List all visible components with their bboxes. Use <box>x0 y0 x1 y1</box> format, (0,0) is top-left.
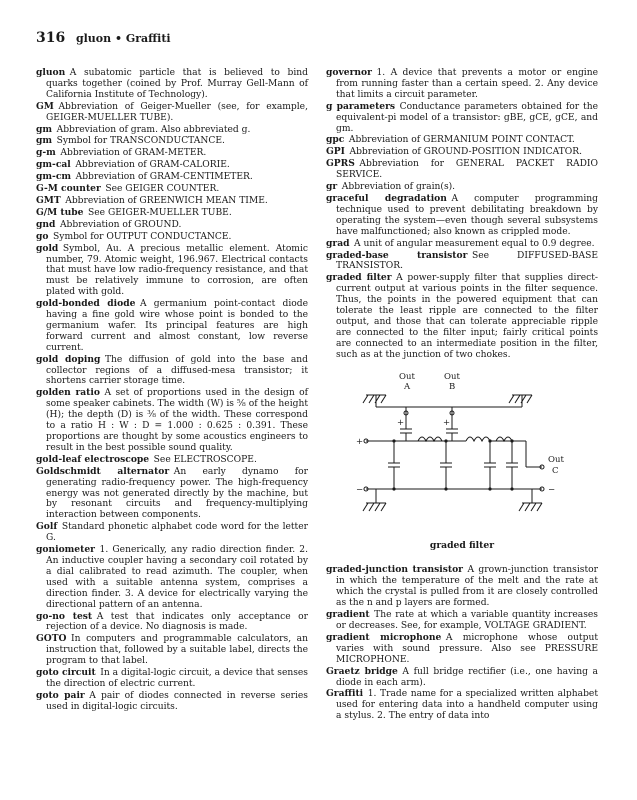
dictionary-entry <box>36 148 308 159</box>
ground-symbol-top-right <box>509 395 532 407</box>
dictionary-entry <box>326 182 598 193</box>
dictionary-entry <box>326 689 598 722</box>
entry-term: Graffiti <box>326 688 364 700</box>
entry-definition: The diffusion of gold into the base and collector regions of a diffused-mesa transistor; it shortens carrier storage time. <box>46 354 308 387</box>
entry-definition: Conductance parameters obtained for the equivalent-pi model of a transistor: gBE, gCE, gCE, and gm. <box>336 101 598 134</box>
entry-definition: Abbreviation of GRAM-CALORIE. <box>75 160 230 171</box>
entry-term: gpc <box>326 134 345 146</box>
entry-term: g parameters <box>326 100 396 112</box>
graded-filter-diagram <box>326 367 598 543</box>
entry-definition: Symbol for TRANSCONDUCTANCE. <box>56 136 225 147</box>
page-header <box>36 30 171 46</box>
entry-definition: Abbreviation of Geiger-Mueller (see, for example, GEIGER-MUELLER TUBE). <box>46 101 308 123</box>
figure-caption: graded filter <box>429 539 495 551</box>
c-label: C <box>552 465 559 476</box>
entry-term: GPRS <box>326 158 355 170</box>
entry-term: graded-base transistor <box>326 249 468 261</box>
out-b-label: Out <box>444 371 460 382</box>
dictionary-entry <box>36 172 308 183</box>
entry-definition: A pair of diodes connected in reverse series used in digital-logic circuits. <box>46 690 308 712</box>
entry-term: GOTO <box>36 633 67 645</box>
entry-term: Graetz bridge <box>326 665 398 677</box>
entry-term: g-m <box>36 147 56 159</box>
input-minus-label: − <box>356 484 364 495</box>
entry-definition: A full bridge rectifier (i.e., one having a diode in each arm). <box>336 666 598 688</box>
entry-term: gm-cm <box>36 171 72 183</box>
dictionary-entry <box>36 388 308 453</box>
dictionary-entry <box>36 691 308 713</box>
entry-definition: A unit of angular measurement equal to 0.9 degree. <box>354 238 595 249</box>
entry-definition: Symbol for OUTPUT CONDUCTANCE. <box>53 231 232 242</box>
entry-term: graceful degradation <box>326 192 447 204</box>
entry-term: goto pair <box>36 689 85 701</box>
dictionary-entry <box>326 135 598 146</box>
dictionary-entry <box>36 68 308 101</box>
entry-term: go-no test <box>36 610 93 622</box>
b-label: B <box>449 381 456 392</box>
entry-definition: A germanium point-contact diode having a fine gold wire whose point is bonded to the germanium wafer. Its principal features are high forward current and almost constant, low reverse current. <box>46 299 308 353</box>
entry-term: goniometer <box>36 544 95 556</box>
dictionary-entry <box>326 565 598 609</box>
a-label: A <box>404 381 411 392</box>
entry-definition: Abbreviation of GROUND-POSITION INDICATOR. <box>349 147 583 158</box>
dictionary-entry <box>36 668 308 690</box>
entry-definition: Abbreviation of GRAM-METER. <box>60 148 207 159</box>
dictionary-entry <box>326 68 598 101</box>
entry-definition: A power-supply filter that supplies direct-current output at various points in the filter sequence. Thus, the points in the powered equipment that can tolerate the least ripple are connected to the filter output, and those that can tolerate appreciable ripple are connected to the filter input; fairly critical points are connected to an intermediate position in the filter, such as at the junction of two chokes. <box>336 273 598 360</box>
dictionary-entry <box>36 467 308 522</box>
dictionary-entry <box>326 273 598 360</box>
entry-definition: A microphone whose output varies with sound pressure. Also see PRESSURE MICROPHONE. <box>336 632 598 665</box>
entry-definition: Abbreviation of GRAM-CENTIMETER. <box>75 172 253 183</box>
plus-b-label: + <box>443 417 451 428</box>
entry-definition: See GEIGER-MUELLER TUBE. <box>88 207 232 218</box>
entry-definition: See GEIGER COUNTER. <box>105 184 220 195</box>
entry-term: graded-junction transistor <box>326 564 463 576</box>
dictionary-entry <box>36 102 308 124</box>
circuit-schematic <box>326 367 598 543</box>
entry-definition: In a digital-logic circuit, a device that senses the direction of electric current. <box>46 668 308 689</box>
dictionary-entry <box>36 160 308 171</box>
entry-term: gradient <box>326 609 370 621</box>
ground-symbol-top-left <box>363 395 386 407</box>
guide-words: gluon • Graffiti <box>75 32 171 45</box>
entry-term: governor <box>326 67 372 78</box>
entry-term: gold <box>36 242 59 254</box>
entry-term: gm-cal <box>36 159 71 171</box>
dictionary-entry <box>326 159 598 181</box>
entry-term: grad <box>326 237 350 249</box>
entry-definition: The rate at which a variable quantity increases or decreases. See, for example, VOLTAGE GRADIENT. <box>336 610 598 631</box>
entry-term: goto circuit <box>36 667 96 679</box>
dictionary-entry <box>36 232 308 243</box>
left-column <box>36 68 308 714</box>
entry-term: Goldschmidt alternator <box>36 465 170 477</box>
entry-term: GPI <box>326 146 345 158</box>
dictionary-entry <box>326 633 598 666</box>
entry-term: golden ratio <box>36 387 100 399</box>
entry-definition: 1. A device that prevents a motor or engine from running faster than a certain speed. 2. Any device that limits a circuit parameter. <box>336 68 598 100</box>
dictionary-entry <box>326 194 598 238</box>
dictionary-entry <box>36 634 308 667</box>
dictionary-entry <box>36 299 308 354</box>
entry-definition: See ELECTROSCOPE. <box>153 454 257 465</box>
dictionary-entry <box>326 251 598 273</box>
dictionary-entry <box>36 136 308 147</box>
entry-definition: A grown-junction transistor in which the temperature of the melt and the rate at which the crystal is pulled from it are closely controlled as the n and p layers are formed. <box>336 565 598 609</box>
entry-definition: Abbreviation of GROUND. <box>59 219 182 230</box>
out-c-label: Out <box>548 454 564 465</box>
entry-term: Golf <box>36 521 58 533</box>
dictionary-entry <box>326 610 598 632</box>
entry-term: gradient microphone <box>326 631 442 643</box>
output-minus-label: − <box>548 484 556 495</box>
page-number: 316 <box>36 30 66 46</box>
entry-term: gm <box>36 123 53 135</box>
entry-term: gold-leaf electroscope <box>36 453 150 465</box>
dictionary-entry <box>36 220 308 231</box>
out-a-label: Out <box>399 371 415 382</box>
entry-definition: A subatomic particle that is believed to bind quarks together (coined by Prof. Murray Gell-Mann of California Institute of Technology). <box>46 68 308 100</box>
entry-definition: Symbol, Au. A precious metallic element. Atomic number, 79. Atomic weight, 196.967. Electrical contacts that must have low radio-frequency resistance, and that must be relatively immune to corrosion, are often plated with gold. <box>46 243 308 298</box>
entry-term: GMT <box>36 194 61 206</box>
dictionary-entry <box>36 455 308 466</box>
entry-term: gold doping <box>36 353 101 365</box>
dictionary-entry <box>326 667 598 689</box>
entry-definition: Abbreviation of GREENWICH MEAN TIME. <box>65 195 268 206</box>
entry-term: gnd <box>36 218 56 230</box>
entry-term: G-M counter <box>36 183 101 195</box>
entry-definition: Abbreviation of gram. Also abbreviated g. <box>56 124 251 135</box>
entry-definition: A set of proportions used in the design of some speaker cabinets. The width (W) is ⅝ of the height (H); the depth (D) is ⅜ of the width. These correspond to a ratio H : W : D = 1.000 : 0.625 : 0.391. These proportions are thought by some acoustics engineers to result in the best possible sound quality. <box>46 388 309 453</box>
entry-term: gold-bonded diode <box>36 298 136 310</box>
entry-term: graded filter <box>326 272 392 284</box>
entry-term: GM <box>36 100 54 112</box>
input-plus-label: + <box>356 436 364 447</box>
dictionary-entry <box>326 147 598 158</box>
entry-definition: Standard phonetic alphabet code word for the letter G. <box>46 522 308 544</box>
dictionary-entry <box>36 208 308 219</box>
dictionary-entry <box>326 102 598 135</box>
dictionary-entry <box>36 545 308 610</box>
dictionary-entry <box>36 196 308 207</box>
entry-definition: 1. Trade name for a specialized written alphabet used for entering data into a handheld computer using a stylus. 2. The entry of data into <box>336 689 598 722</box>
plus-a-label: + <box>397 417 405 428</box>
entry-definition: 1. Generically, any radio direction finder. 2. An inductive coupler having a secondary coil rotated by a dial calibrated to read azimuth. The coupler, when used with a suitable antenna system, comprises a direction finder. 3. A device for electrically varying the directional pattern of an antenna. <box>46 545 308 610</box>
entry-term: gluon <box>36 67 66 78</box>
entry-term: G/M tube <box>36 206 84 218</box>
dictionary-entry <box>36 612 308 634</box>
entry-term: gm <box>36 135 53 147</box>
entry-definition: See DIFFUSED-BASE TRANSISTOR. <box>336 250 598 272</box>
ground-symbol-bottom-right <box>519 489 542 511</box>
dictionary-entry <box>36 244 308 299</box>
entry-term: go <box>36 230 49 242</box>
entry-definition: A computer programming technique used to prevent debilitating breakdown by operating the system—even though several subsystems have malfunctioned; also known as crippled mode. <box>336 193 598 237</box>
dictionary-entry <box>36 184 308 195</box>
ground-symbol-bottom-left <box>363 489 386 511</box>
entry-definition: Abbreviation of grain(s). <box>341 182 456 193</box>
entry-definition: An early dynamo for generating radio-frequency power. The high-frequency energy was not generated directly by the machine, but by resonant circuits and frequency-multiplying interaction between components. <box>46 466 309 521</box>
dictionary-entry <box>36 355 308 388</box>
right-column <box>326 68 598 723</box>
dictionary-entry <box>326 239 598 250</box>
dictionary-entry <box>36 125 308 136</box>
dictionary-entry <box>36 522 308 544</box>
entry-definition: Abbreviation for GENERAL PACKET RADIO SERVICE. <box>336 159 598 181</box>
entry-definition: Abbreviation of GERMANIUM POINT CONTACT. <box>348 135 575 146</box>
entry-term: gr <box>326 181 338 193</box>
entry-definition: A test that indicates only acceptance or rejection of a device. No diagnosis is made. <box>46 611 308 633</box>
entry-definition: In computers and programmable calculators, an instruction that, followed by a suitable label, directs the program to that label. <box>46 634 308 667</box>
